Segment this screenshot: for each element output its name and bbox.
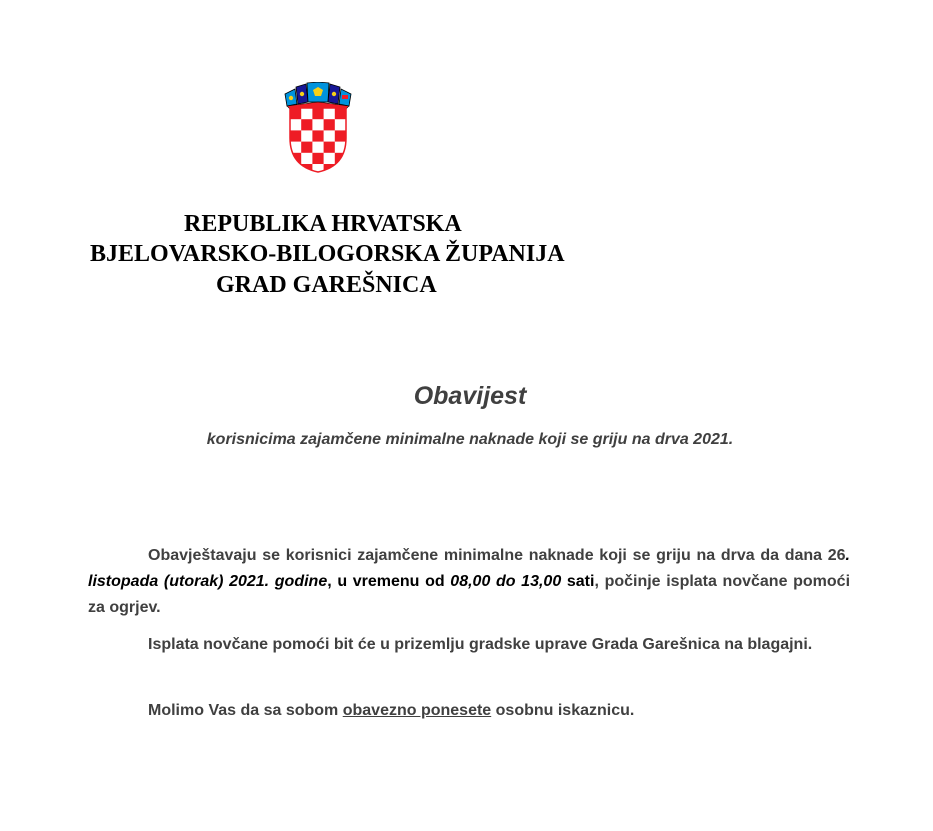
paragraph-id-card (88, 698, 850, 724)
p1-end: , počinje isplata novčane pomoći za ogrjev. (88, 573, 851, 616)
crown-icon (285, 82, 351, 109)
p3-end: osobnu iskaznicu. (491, 702, 635, 719)
shield-check-square (312, 108, 323, 119)
p1-intro: Obavještavaju se korisnici zajamčene minimalne naknade koji se griju na drva da dana 26 (148, 547, 846, 564)
p1-hours: sati (561, 573, 595, 590)
header-city: GRAD GAREŠNICA (216, 272, 437, 298)
shield-check-square (324, 142, 335, 153)
croatian-coat-of-arms (282, 82, 354, 174)
checkered-shield-icon (290, 108, 346, 174)
header-county: BJELOVARSKO-BILOGORSKA ŽUPANIJA (90, 241, 565, 267)
shield-check-square (335, 108, 346, 119)
notice-subtitle: korisnicima zajamčene minimalne naknade koji se griju na drva 2021. (206, 431, 734, 448)
p3-underlined: obavezno ponesete (342, 702, 492, 719)
paragraph-location: Isplata novčane pomoći bit će u prizemlju gradske uprave Grada Garešnica na blagajni. (148, 636, 813, 653)
shield-check-square (324, 119, 335, 130)
p1-date: . listopada (utorak) 2021. godine (88, 547, 850, 590)
shield-check-square (312, 130, 323, 141)
shield-check-square (301, 119, 312, 130)
header-republic: REPUBLIKA HRVATSKA (184, 211, 462, 237)
p1-time-intro: , u vremenu od (327, 573, 451, 590)
shield-check-square (290, 130, 301, 141)
paragraph-announcement (88, 543, 850, 621)
shield-check-square (312, 153, 323, 164)
notice-title: Obavijest (413, 382, 527, 410)
p3-start: Molimo Vas da sa sobom (148, 702, 343, 719)
p1-time: 08,00 do 13,00 (450, 573, 562, 590)
shield-check-square (335, 130, 346, 141)
shield-check-square (301, 142, 312, 153)
shield-check-square (290, 108, 301, 119)
